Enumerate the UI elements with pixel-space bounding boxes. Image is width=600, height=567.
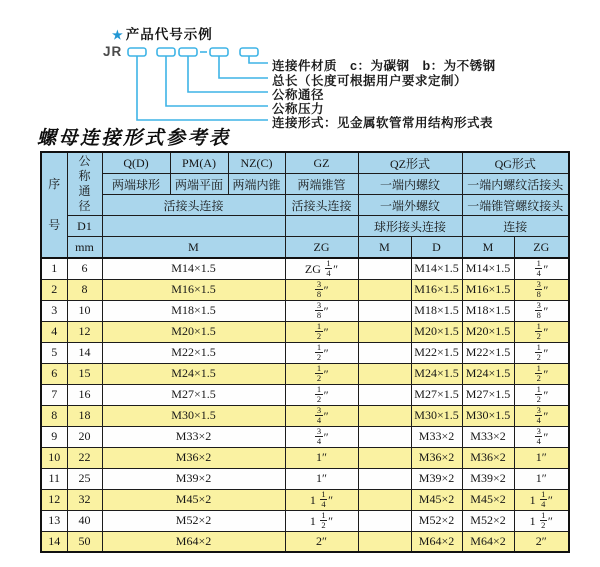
cell-dn: 18 — [67, 405, 102, 426]
header-union-connect-left: 活接头连接 — [102, 195, 285, 216]
cell-m: M22×1.5 — [102, 342, 285, 363]
cell-qg-zg: $\frac{1}{4}$ ″ — [514, 258, 569, 279]
header-end-innerthread: 一端内螺纹 — [358, 174, 462, 195]
header-outer-thread: 一端外螺纹 — [358, 195, 462, 216]
cell-qz-d: M24×1.5 — [411, 363, 462, 384]
cell-seq: 8 — [41, 405, 67, 426]
stacked-fraction: $\frac{3}{4}$ — [316, 405, 322, 426]
cell-qz-m — [358, 489, 411, 510]
cell-qz-d: M36×2 — [411, 447, 462, 468]
cell-qg-zg: $\frac{3}{8}$ ″ — [514, 279, 569, 300]
cell-dn: 50 — [67, 531, 102, 552]
cell-dn: 40 — [67, 510, 102, 531]
header-blank-gz — [285, 216, 358, 237]
stacked-fraction: $\frac{3}{8}$ — [536, 300, 541, 321]
cell-dn: 10 — [67, 300, 102, 321]
table-row — [41, 342, 569, 363]
cell-dn: 8 — [67, 279, 102, 300]
cell-qz-d: M45×2 — [411, 489, 462, 510]
stacked-fraction: $\frac{3}{4}$ — [536, 426, 541, 447]
header-end-flat: 两端平面 — [170, 174, 228, 195]
cell-qg-m: M45×2 — [462, 489, 514, 510]
cell-qz-m — [358, 342, 411, 363]
cell-qg-zg: 2″ — [514, 531, 569, 552]
stacked-fraction: $\frac{1}{4}$ — [541, 489, 546, 510]
cell-gz-zg: 1″ — [285, 447, 358, 468]
table-row — [41, 426, 569, 447]
cell-qg-zg: 1 $\frac{1}{2}$ ″ — [514, 510, 569, 531]
header-sym-m-left: M — [102, 237, 285, 259]
cell-seq: 1 — [41, 258, 67, 279]
cell-dn: 14 — [67, 342, 102, 363]
cell-qz-d: M14×1.5 — [411, 258, 462, 279]
cell-seq: 9 — [41, 426, 67, 447]
header-end-ball: 两端球形 — [102, 174, 170, 195]
cell-seq: 2 — [41, 279, 67, 300]
cell-qz-d: M20×1.5 — [411, 321, 462, 342]
cell-qz-d: M39×2 — [411, 468, 462, 489]
cell-dn: 22 — [67, 447, 102, 468]
cell-qz-m — [358, 447, 411, 468]
code-prefix: JR — [103, 44, 123, 59]
cell-qg-m: M24×1.5 — [462, 363, 514, 384]
cell-m: M18×1.5 — [102, 300, 285, 321]
cell-seq: 12 — [41, 489, 67, 510]
cell-m: M24×1.5 — [102, 363, 285, 384]
cell-qg-zg: $\frac{1}{2}$ ″ — [514, 342, 569, 363]
stacked-fraction: $\frac{1}{2}$ — [536, 321, 541, 342]
code-label-nominal-diameter: 公称通径 — [272, 88, 325, 102]
cell-qg-zg: $\frac{3}{4}$ ″ — [514, 405, 569, 426]
cell-m: M52×2 — [102, 510, 285, 531]
cell-qz-m — [358, 363, 411, 384]
cell-qz-d: M27×1.5 — [411, 384, 462, 405]
cell-gz-zg: $\frac{3}{4}$ ″ — [285, 405, 358, 426]
stacked-fraction: $\frac{1}{2}$ — [316, 321, 322, 342]
table-row — [41, 468, 569, 489]
cell-qg-zg: 1 $\frac{1}{4}$ ″ — [514, 489, 569, 510]
header-unit-mm: mm — [67, 237, 102, 259]
cell-qg-m: M33×2 — [462, 426, 514, 447]
header-nominal-diameter: 公称通径 — [67, 152, 102, 216]
cell-gz-zg: $\frac{1}{2}$ ″ — [285, 384, 358, 405]
cell-qg-m: M39×2 — [462, 468, 514, 489]
leader-line-3 — [188, 56, 268, 92]
cell-gz-zg: 1″ — [285, 468, 358, 489]
header-ball-joint-connect: 球形接头连接 — [358, 216, 462, 237]
cell-seq: 11 — [41, 468, 67, 489]
stacked-fraction: $\frac{1}{2}$ — [541, 510, 546, 531]
table-row — [41, 363, 569, 384]
stacked-fraction: $\frac{3}{8}$ — [536, 279, 541, 300]
cell-qg-zg: $\frac{1}{2}$ ″ — [514, 321, 569, 342]
cell-m: M14×1.5 — [102, 258, 285, 279]
cell-seq: 4 — [41, 321, 67, 342]
cell-dn: 15 — [67, 363, 102, 384]
cell-seq: 7 — [41, 384, 67, 405]
cell-qz-m — [358, 426, 411, 447]
table-row — [41, 279, 569, 300]
cell-qg-m: M18×1.5 — [462, 300, 514, 321]
header-end-innerthread-union: 一端内螺纹活接头 — [462, 174, 569, 195]
cell-qz-d: M30×1.5 — [411, 405, 462, 426]
cell-qg-m: M16×1.5 — [462, 279, 514, 300]
cell-m: M36×2 — [102, 447, 285, 468]
cell-seq: 14 — [41, 531, 67, 552]
table-row — [41, 531, 569, 552]
cell-qz-m — [358, 468, 411, 489]
cell-qg-m: M22×1.5 — [462, 342, 514, 363]
header-group-pma: PM(A) — [170, 152, 228, 174]
cell-qg-zg: $\frac{1}{2}$ ″ — [514, 384, 569, 405]
table-row — [41, 405, 569, 426]
cell-dn: 32 — [67, 489, 102, 510]
cell-qz-d: M64×2 — [411, 531, 462, 552]
cell-gz-zg: $\frac{3}{8}$ ″ — [285, 300, 358, 321]
code-label-connection-type: 连接形式：见金属软管常用结构形式表 — [272, 116, 494, 130]
table-row — [41, 489, 569, 510]
cell-dn: 25 — [67, 468, 102, 489]
cell-m: M20×1.5 — [102, 321, 285, 342]
header-row-connection — [41, 195, 569, 216]
cell-qg-m: M14×1.5 — [462, 258, 514, 279]
cell-gz-zg: $\frac{3}{8}$ ″ — [285, 279, 358, 300]
cell-gz-zg: $\frac{1}{2}$ ″ — [285, 321, 358, 342]
cell-m: M30×1.5 — [102, 405, 285, 426]
code-label-nominal-pressure: 公称压力 — [272, 102, 325, 116]
cell-seq: 13 — [41, 510, 67, 531]
table-row — [41, 321, 569, 342]
cell-dn: 12 — [67, 321, 102, 342]
stacked-fraction: $\frac{1}{2}$ — [536, 384, 541, 405]
header-row-units — [41, 237, 569, 259]
cell-qz-m — [358, 405, 411, 426]
header-row-endforms — [41, 174, 569, 195]
header-end-innercone: 两端内锥 — [228, 174, 285, 195]
cell-qg-zg: 1″ — [514, 447, 569, 468]
stacked-fraction: $\frac{3}{4}$ — [316, 426, 322, 447]
cell-qg-m: M52×2 — [462, 510, 514, 531]
stacked-fraction: $\frac{1}{2}$ — [536, 342, 541, 363]
header-group-gz: GZ — [285, 152, 358, 174]
stacked-fraction: $\frac{1}{2}$ — [316, 384, 322, 405]
cell-qz-d: M22×1.5 — [411, 342, 462, 363]
cell-seq: 6 — [41, 363, 67, 384]
cell-gz-zg: 1 $\frac{1}{4}$ ″ — [285, 489, 358, 510]
header-sym-zg-qg: ZG — [514, 237, 569, 259]
table-body — [41, 258, 569, 552]
header-blank-left — [102, 216, 285, 237]
header-seq: 序号 — [41, 152, 67, 258]
code-diagram-heading-text: 产品代号示例 — [125, 27, 213, 42]
header-sym-m-qg: M — [462, 237, 514, 259]
cell-qz-m — [358, 279, 411, 300]
code-diagram-heading — [112, 23, 213, 43]
cell-qg-zg: $\frac{3}{4}$ ″ — [514, 426, 569, 447]
table-row — [41, 384, 569, 405]
header-union-connect-gz: 活接头连接 — [285, 195, 358, 216]
stacked-fraction: $\frac{1}{2}$ — [316, 342, 322, 363]
cell-gz-zg: 1 $\frac{1}{2}$ ″ — [285, 510, 358, 531]
code-box-1 — [128, 48, 146, 56]
table-row — [41, 510, 569, 531]
cell-qz-d: M33×2 — [411, 426, 462, 447]
header-connect: 连接 — [462, 216, 569, 237]
header-sym-d-qz: D — [411, 237, 462, 259]
cell-gz-zg: $\frac{1}{2}$ ″ — [285, 342, 358, 363]
cell-seq: 10 — [41, 447, 67, 468]
stacked-fraction: $\frac{1}{2}$ — [321, 510, 326, 531]
header-end-taperpipe: 两端锥管 — [285, 174, 358, 195]
stacked-fraction: $\frac{1}{2}$ — [536, 363, 541, 384]
table-row — [41, 447, 569, 468]
leader-line-5 — [137, 56, 268, 120]
cell-m: M64×2 — [102, 531, 285, 552]
header-taper-thread-joint: 一端锥管螺纹接头 — [462, 195, 569, 216]
header-sym-m-qz: M — [358, 237, 411, 259]
stacked-fraction: $\frac{1}{4}$ — [536, 258, 541, 279]
cell-qz-m — [358, 510, 411, 531]
stacked-fraction: $\frac{1}{4}$ — [326, 258, 331, 279]
header-group-qz: QZ形式 — [358, 152, 462, 174]
code-box-4 — [210, 48, 228, 56]
code-box-5 — [240, 48, 258, 56]
cell-qg-m: M30×1.5 — [462, 405, 514, 426]
cell-qz-m — [358, 531, 411, 552]
star-icon: ★ — [112, 28, 124, 42]
cell-m: M27×1.5 — [102, 384, 285, 405]
cell-qg-zg: 1″ — [514, 468, 569, 489]
cell-seq: 3 — [41, 300, 67, 321]
cell-qg-m: M27×1.5 — [462, 384, 514, 405]
header-d1: D1 — [67, 216, 102, 237]
leader-line-1 — [249, 56, 268, 63]
cell-qg-zg: $\frac{3}{8}$ ″ — [514, 300, 569, 321]
cell-qz-m — [358, 384, 411, 405]
cell-m: M39×2 — [102, 468, 285, 489]
leader-line-2 — [219, 56, 268, 78]
header-group-nzc: NZ(C) — [228, 152, 285, 174]
cell-gz-zg: $\frac{3}{4}$ ″ — [285, 426, 358, 447]
cell-qg-zg: $\frac{1}{2}$ ″ — [514, 363, 569, 384]
code-label-material: 连接件材质 c：为碳钢 b：为不锈钢 — [272, 59, 496, 73]
header-group-qd: Q(D) — [102, 152, 170, 174]
code-label-total-length: 总长（长度可根据用户要求定制） — [272, 74, 468, 88]
cell-dn: 6 — [67, 258, 102, 279]
cell-m: M45×2 — [102, 489, 285, 510]
cell-dn: 16 — [67, 384, 102, 405]
cell-qz-m — [358, 258, 411, 279]
cell-qz-d: M18×1.5 — [411, 300, 462, 321]
cell-gz-zg: $\frac{1}{2}$ ″ — [285, 363, 358, 384]
header-sym-zg-gz: ZG — [285, 237, 358, 259]
stacked-fraction: $\frac{3}{8}$ — [316, 300, 322, 321]
stacked-fraction: $\frac{3}{4}$ — [536, 405, 541, 426]
cell-qg-m: M20×1.5 — [462, 321, 514, 342]
code-box-2 — [157, 48, 175, 56]
header-row-d1 — [41, 216, 569, 237]
cell-m: M16×1.5 — [102, 279, 285, 300]
cell-dn: 20 — [67, 426, 102, 447]
table-row — [41, 300, 569, 321]
cell-qg-m: M64×2 — [462, 531, 514, 552]
cell-gz-zg: 2″ — [285, 531, 358, 552]
table-header — [41, 152, 569, 258]
cell-m: M33×2 — [102, 426, 285, 447]
stacked-fraction: $\frac{1}{2}$ — [316, 363, 322, 384]
cell-qz-m — [358, 300, 411, 321]
nut-connection-reference-table — [40, 151, 570, 553]
stacked-fraction: $\frac{1}{4}$ — [321, 489, 326, 510]
stacked-fraction: $\frac{3}{8}$ — [316, 279, 322, 300]
header-group-qg: QG形式 — [462, 152, 569, 174]
cell-qz-d: M16×1.5 — [411, 279, 462, 300]
header-row-groups — [41, 152, 569, 174]
cell-qz-m — [358, 321, 411, 342]
cell-gz-zg: ZG $\frac{1}{4}$ ″ — [285, 258, 358, 279]
table-row — [41, 258, 569, 279]
cell-qz-d: M52×2 — [411, 510, 462, 531]
code-box-3 — [179, 48, 197, 56]
cell-qg-m: M36×2 — [462, 447, 514, 468]
cell-seq: 5 — [41, 342, 67, 363]
table-title: 螺母连接形式参考表 — [37, 128, 231, 149]
